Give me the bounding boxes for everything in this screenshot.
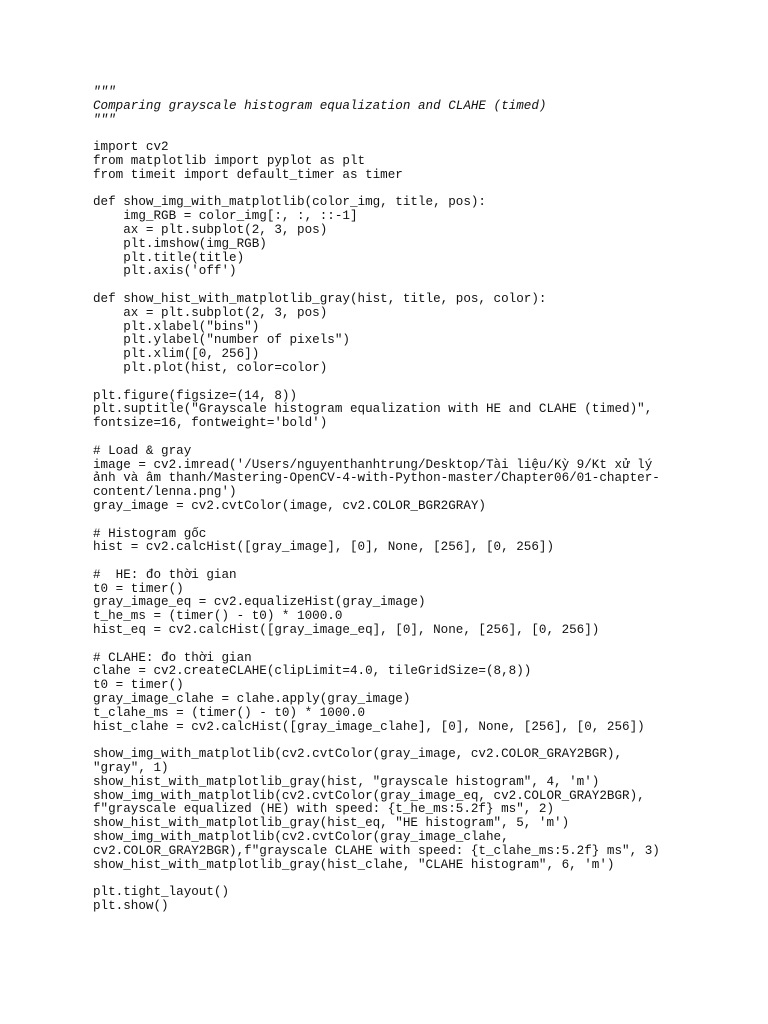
code-line: # Load & gray — [93, 443, 192, 458]
code-line: gray_image = cv2.cvtColor(image, cv2.COLOR_BGR2GRAY) — [93, 498, 486, 513]
code-line: img_RGB = color_img[:, :, ::-1] — [93, 209, 358, 224]
code-line: plt.show() — [93, 899, 169, 914]
code-line: show_img_with_matplotlib(cv2.cvtColor(gray_image, cv2.COLOR_GRAY2BGR), — [93, 747, 623, 762]
code-line: t_he_ms = (timer() - t0) * 1000.0 — [93, 609, 343, 624]
code-line: t0 = timer() — [93, 678, 184, 693]
blank-line — [93, 514, 753, 528]
blank-line — [93, 555, 753, 569]
blank-line — [93, 376, 753, 390]
blank-line — [93, 127, 753, 141]
code-line: clahe = cv2.createCLAHE(clipLimit=4.0, tileGridSize=(8,8)) — [93, 664, 532, 679]
blank-line — [93, 431, 753, 445]
code-line: def show_hist_with_matplotlib_gray(hist, title, pos, color): — [93, 291, 547, 306]
code-line: ax = plt.subplot(2, 3, pos) — [93, 305, 328, 320]
code-line: ax = plt.subplot(2, 3, pos) — [93, 222, 328, 237]
blank-line — [93, 734, 753, 748]
code-line: Comparing grayscale histogram equalization and CLAHE (timed) — [93, 98, 547, 113]
code-line: hist = cv2.calcHist([gray_image], [0], None, [256], [0, 256]) — [93, 540, 555, 555]
blank-line — [93, 279, 753, 293]
code-line: t_clahe_ms = (timer() - t0) * 1000.0 — [93, 705, 366, 720]
code-line: gray_image_clahe = clahe.apply(gray_image) — [93, 692, 411, 707]
code-line: plt.plot(hist, color=color) — [93, 360, 328, 375]
code-line: """ — [93, 85, 116, 99]
code-line: plt.ylabel("number of pixels") — [93, 333, 350, 348]
code-line: plt.axis('off') — [93, 264, 237, 279]
code-line: show_hist_with_matplotlib_gray(hist_clahe, "CLAHE histogram", 6, 'm') — [93, 857, 615, 872]
code-line: plt.title(title) — [93, 250, 245, 265]
code-line: show_img_with_matplotlib(cv2.cvtColor(gray_image_eq, cv2.COLOR_GRAY2BGR), — [93, 788, 645, 803]
code-line: plt.tight_layout() — [93, 885, 230, 900]
code-line: ảnh và âm thanh/Mastering-OpenCV-4-with-Python-master/Chapter06/01-chapter- — [93, 471, 660, 486]
blank-line — [93, 183, 753, 197]
code-line: gray_image_eq = cv2.equalizeHist(gray_image) — [93, 595, 426, 610]
code-line: image = cv2.imread('/Users/nguyenthanhtrung/Desktop/Tài liệu/Kỳ 9/Kt xử lý — [93, 457, 653, 472]
code-line: show_img_with_matplotlib(cv2.cvtColor(gray_image_clahe, — [93, 830, 509, 845]
code-line: # Histogram gốc — [93, 526, 207, 541]
code-line: f"grayscale equalized (HE) with speed: {t_he_ms:5.2f} ms", 2) — [93, 802, 555, 817]
code-document — [93, 86, 753, 914]
code-line: plt.suptitle("Grayscale histogram equalization with HE and CLAHE (timed)", — [93, 402, 653, 417]
code-line: content/lenna.png') — [93, 485, 237, 500]
code-line: plt.xlim([0, 256]) — [93, 347, 260, 362]
code-line: fontsize=16, fontweight='bold') — [93, 416, 328, 431]
code-line: # CLAHE: đo thời gian — [93, 650, 252, 665]
code-line: show_hist_with_matplotlib_gray(hist, "grayscale histogram", 4, 'm') — [93, 774, 600, 789]
code-line: plt.xlabel("bins") — [93, 319, 260, 334]
code-line: import cv2 — [93, 140, 169, 155]
code-line: "gray", 1) — [93, 761, 169, 776]
code-line: cv2.COLOR_GRAY2BGR),f"grayscale CLAHE with speed: {t_clahe_ms:5.2f} ms", 3) — [93, 843, 660, 858]
code-line: """ — [93, 112, 116, 127]
code-line: plt.figure(figsize=(14, 8)) — [93, 388, 298, 403]
code-line: from matplotlib import pyplot as plt — [93, 153, 366, 168]
blank-line — [93, 872, 753, 886]
code-line: plt.imshow(img_RGB) — [93, 236, 267, 251]
blank-line — [93, 638, 753, 652]
code-line: def show_img_with_matplotlib(color_img, title, pos): — [93, 195, 486, 210]
code-line: show_hist_with_matplotlib_gray(hist_eq, "HE histogram", 5, 'm') — [93, 816, 570, 831]
code-line: hist_eq = cv2.calcHist([gray_image_eq], [0], None, [256], [0, 256]) — [93, 623, 600, 638]
code-line: t0 = timer() — [93, 581, 184, 596]
code-line: from timeit import default_timer as timer — [93, 167, 403, 182]
code-line: # HE: đo thời gian — [93, 567, 237, 582]
code-line: hist_clahe = cv2.calcHist([gray_image_clahe], [0], None, [256], [0, 256]) — [93, 719, 645, 734]
